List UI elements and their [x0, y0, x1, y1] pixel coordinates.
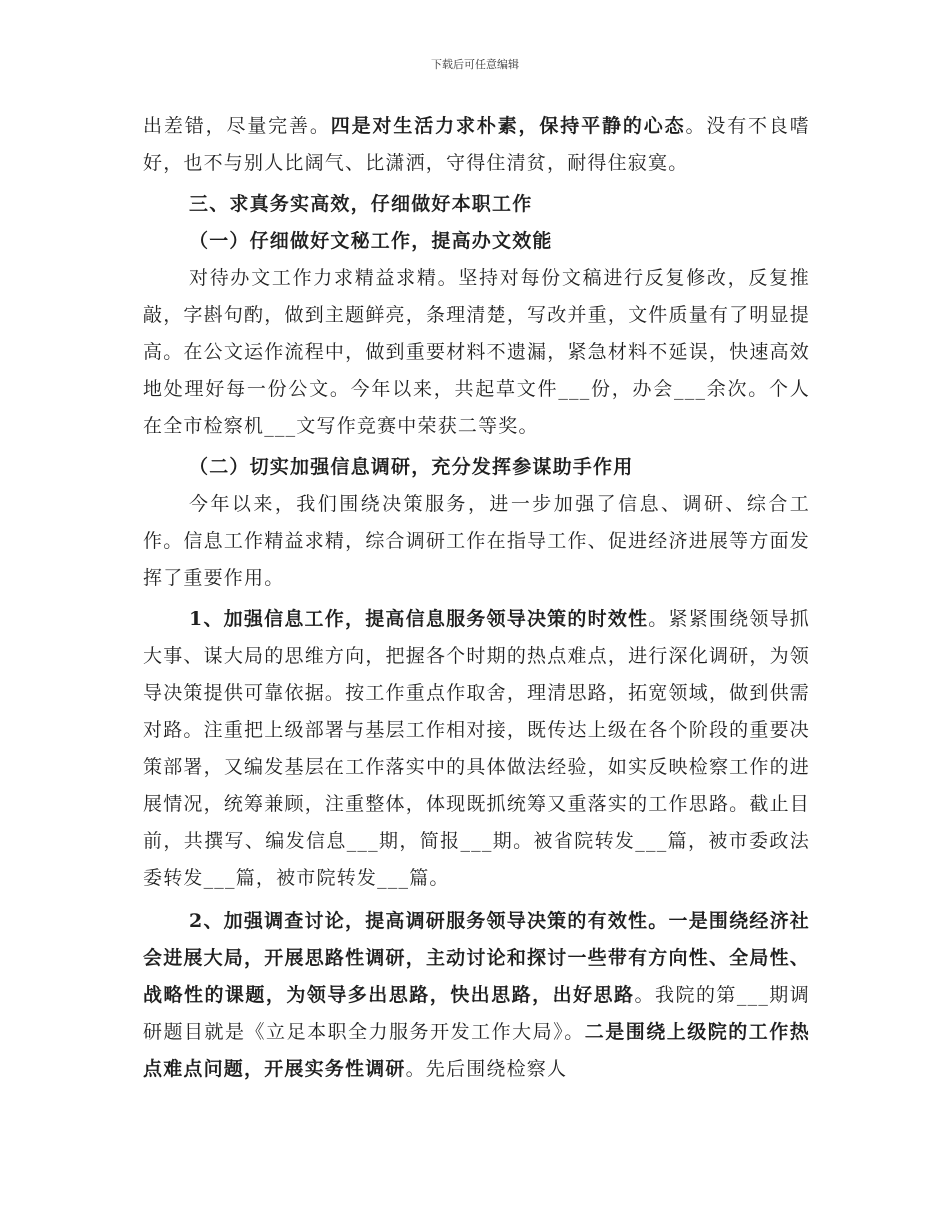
bold-text-run: 四是对生活力求朴素，保持平静的心态	[330, 115, 686, 137]
text-run: 。我院的第___期调研题目就是《立足本职全力服务开发工作大局》。	[143, 984, 810, 1043]
bold-text-run: 2、加强调查讨论，提高调研服务领导决策的有效性。一是围绕经济社会进展大局，开展思路性调研，主动讨论和探讨一些带有方向性、全局性、战略性的课题，为领导多出思路，快出思路，出好思路	[143, 910, 810, 1006]
section-heading-3: 三、求真务实高效，仔细做好本职工作	[189, 193, 533, 215]
text-run: 出差错，尽量完善。	[143, 115, 331, 137]
text-run: 。没有不良嗜好，也不与别人比阔气、比潇洒，守得住清贫，耐得住寂寞。	[143, 115, 810, 174]
text-run: 。紧紧围绕领导抓大事、谋大局的思维方向，把握各个时期的热点难点，进行深化调研，为领导决策提供可靠依据。按工作重点作取舍，理清思路，拓宽领域，做到供需对路。注重把上级部署与基层工作相对接，既传达上级在各个阶段的重要决策部署，又编发基层在工作落实中的具体做法经验，如实反映检察工作的进展情况，统筹兼顾，注重整体，体现既抓统筹又重落实的工作思路。截止目前，共撰写、编发信息___期，简报___期。被省院转发___篇，被市委政法委转发___篇，被市院转发___篇。	[143, 608, 810, 889]
bold-text-run: 1、加强信息工作，提高信息服务领导决策的时效性	[189, 608, 649, 630]
bold-text-run: 二是围绕上级院的工作热点难点问题，开展实务性调研	[143, 1021, 810, 1080]
paragraph-information-work	[143, 601, 810, 897]
paragraph-survey-research	[143, 903, 810, 1088]
page-header: 下载后可任意编辑	[431, 58, 519, 71]
paragraph-research-intro: 今年以来，我们围绕决策服务，进一步加强了信息、调研、综合工作。信息工作精益求精，综合调研工作在指导工作、促进经济进展等方面发挥了重要作用。	[143, 493, 810, 589]
document-body	[143, 108, 810, 1088]
text-run: 。先后围绕检察人	[405, 1058, 568, 1080]
subsection-heading-secretarial: （一）仔细做好文秘工作，提高办文效能	[189, 230, 553, 252]
subsection-heading-research: （二）切实加强信息调研，充分发挥参谋助手作用	[189, 456, 634, 478]
paragraph-living-attitude	[143, 108, 810, 182]
paragraph-document-work: 对待办文工作力求精益求精。坚持对每份文稿进行反复修改，反复推敲，字斟句酌，做到主题鲜亮，条理清楚，写改并重，文件质量有了明显提高。在公文运作流程中，做到重要材料不遗漏，紧急材料不延误，快速高效地处理好每一份公文。今年以来，共起草文件___份，办会___余次。个人在全市检察机___文写作竞赛中荣获二等奖。	[143, 267, 810, 437]
